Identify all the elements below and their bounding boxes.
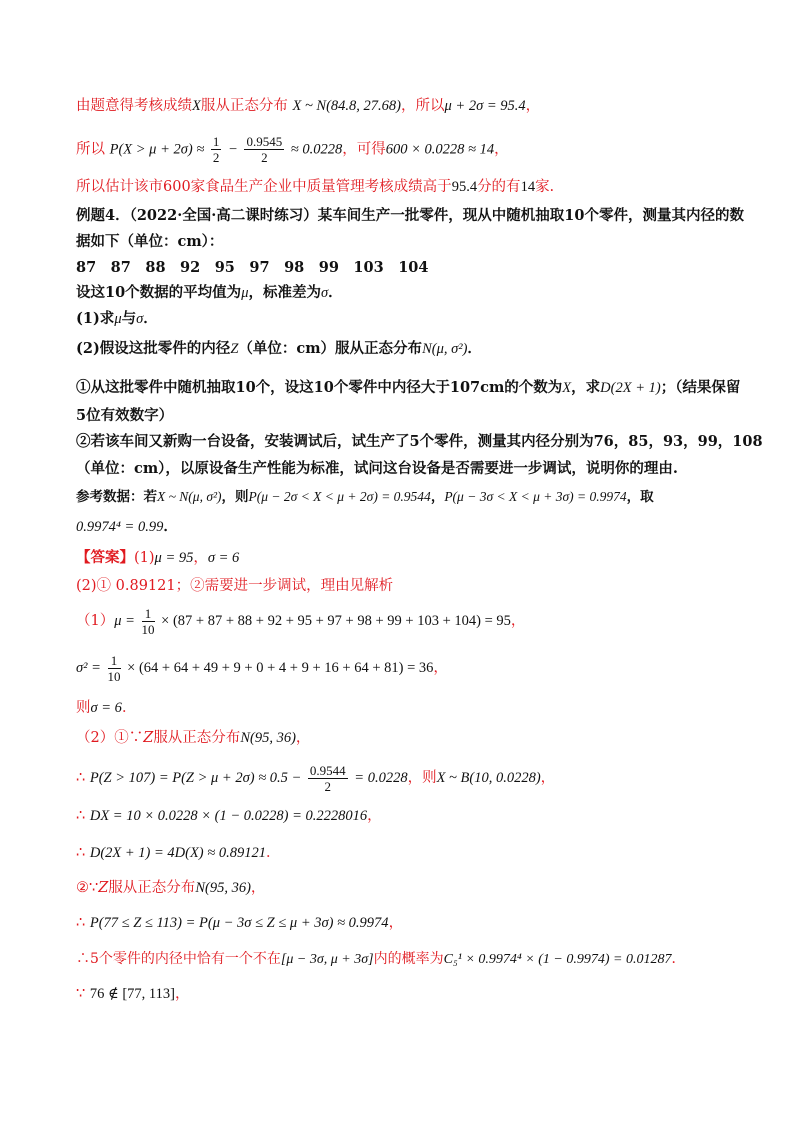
math: 600 × 0.0228 ≈ 14: [385, 141, 495, 158]
reference-data-cont: [76, 516, 726, 538]
math: C₅¹ × 0.9974⁴ × (1 − 0.9974) = 0.01287: [443, 952, 672, 967]
text: 分的有: [477, 179, 521, 195]
math: N(95, 36): [240, 730, 296, 746]
because-symbol: ∵: [76, 986, 86, 1002]
data-values-line: [76, 257, 726, 279]
math: μ + 2σ = 95.4: [444, 98, 526, 114]
math: P(μ − 2σ < X < μ + 2σ) = 0.9544: [248, 489, 431, 504]
math: σ: [320, 285, 329, 301]
math: P(77 ≤ Z ≤ 113) = P(μ − 3σ ≤ Z ≤ μ + 3σ) ≈ 0.9974: [89, 915, 389, 931]
question-line: [76, 231, 726, 253]
text: ．: [467, 340, 482, 357]
text: ，可得: [342, 141, 386, 158]
text: ，: [540, 770, 556, 786]
math: −: [228, 141, 238, 158]
math: P(Z > 107) = P(Z > μ + 2σ) ≈ 0.5 −: [89, 770, 302, 786]
fraction: [108, 653, 121, 684]
solution-line: [76, 697, 726, 719]
text: 所以: [76, 141, 105, 158]
solution-line: [76, 805, 726, 827]
text: ②∵: [76, 880, 99, 896]
text: ，则: [407, 770, 437, 786]
math: X ~ N(84.8, 27.68): [292, 98, 401, 114]
text: ，: [250, 880, 266, 896]
solution-line: [76, 983, 726, 1005]
text: （1）: [76, 613, 115, 629]
question-line: [76, 282, 726, 304]
math: N(95, 36): [195, 880, 251, 896]
text: （2）①∵: [76, 730, 144, 746]
text: (2)① 0.89121；②需要进一步调试，理由见解析: [76, 578, 394, 594]
text: 由题意得考核成绩: [76, 98, 192, 114]
text: ①从这批零件中随机抽取10个，设这10个零件中内径大于107cm的个数为: [76, 379, 563, 396]
therefore-symbol: ∴: [76, 808, 86, 824]
text: 设这10个数据的平均值为: [76, 284, 242, 301]
answer-tag: 【答案】: [76, 549, 134, 566]
text: ，: [430, 489, 445, 505]
example-title-line: [76, 205, 744, 227]
text: ，: [525, 98, 541, 114]
fraction: [142, 606, 155, 637]
text: ．: [121, 700, 137, 716]
math: [μ − 3σ, μ + 3σ]: [280, 952, 374, 967]
math: X: [562, 380, 572, 396]
text: (1)求: [76, 310, 115, 327]
text: ．: [265, 845, 281, 861]
math: σ² =: [76, 660, 101, 676]
text: 则: [76, 700, 91, 716]
solution-line: [76, 877, 726, 899]
math: N(μ, σ²): [422, 341, 468, 357]
math: P(X > μ + 2σ) ≈: [109, 141, 205, 158]
math: σ = 6: [207, 550, 240, 566]
text: 据如下（单位：cm）：: [76, 233, 224, 250]
math: 76 ∉ [77, 113]: [89, 986, 175, 1002]
text: 服从正态分布: [153, 730, 241, 746]
text: ，: [433, 660, 448, 676]
text: ，: [193, 550, 208, 566]
solution-sigma-line: [76, 652, 726, 684]
math: P(μ − 3σ < X < μ + 3σ) = 0.9974: [444, 489, 627, 504]
therefore-symbol: ∴: [76, 915, 86, 931]
therefore-symbol: ∴: [76, 845, 86, 861]
fraction: [211, 134, 222, 165]
math: Z: [143, 730, 154, 746]
text: ．: [163, 518, 178, 535]
text: 例题4．（2022·全国·高二课时练习）某车间生产一批零件，现从中随机抽取10个零件，测量其内径的数: [76, 207, 744, 224]
text: ，: [388, 915, 404, 931]
solution-line-1: [76, 95, 726, 117]
math: Z: [98, 880, 109, 896]
solution-line: [76, 842, 726, 864]
text: ②若该车间又新购一台设备，安装调试后，试生产了5个零件，测量其内径分别为76，85，93，99，108: [76, 433, 763, 450]
text: 5位有效数字）: [76, 407, 174, 424]
question-sub-1-cont: [76, 405, 726, 427]
math: σ = 6: [90, 700, 122, 716]
text: ∴5个零件的内径中恰有一个不在: [76, 951, 281, 967]
text: ，所以: [401, 98, 445, 114]
question-sub-2: [76, 431, 763, 453]
question-sub-1: [76, 377, 741, 399]
text: ，: [295, 730, 311, 746]
reference-data-line: [76, 486, 726, 508]
fraction: [244, 134, 284, 165]
fraction: [308, 763, 348, 794]
denominator: 10: [141, 621, 155, 637]
math: μ: [114, 311, 122, 327]
text: 家.: [535, 179, 555, 195]
text: ，取: [626, 489, 654, 505]
text: 内的概率为: [373, 951, 444, 967]
math: × (87 + 87 + 88 + 92 + 95 + 97 + 98 + 99 + 103 + 104) = 95: [161, 613, 511, 629]
text: ；（结果保留: [660, 379, 741, 396]
answer-line: [76, 547, 726, 569]
numerator: 0.9545: [246, 134, 283, 149]
question-sub-2-cont: [76, 458, 726, 480]
numerator: 1: [212, 134, 220, 149]
text: （单位：cm）服从正态分布: [238, 340, 423, 357]
math: μ = 95: [154, 550, 194, 566]
text: 与: [121, 310, 137, 327]
solution-line: [76, 727, 726, 749]
denominator: 2: [324, 778, 332, 794]
numerator: 1: [142, 606, 155, 622]
therefore-symbol: ∴: [76, 770, 86, 786]
answer-line-2: [76, 575, 726, 597]
text: ．: [328, 284, 343, 301]
text: 服从正态分布: [108, 880, 196, 896]
text: ，: [174, 986, 190, 1002]
denominator: 2: [261, 150, 268, 165]
math: X ~ B(10, 0.0228): [436, 770, 541, 786]
math: = 0.0228: [354, 770, 408, 786]
solution-line: [76, 912, 726, 934]
math: D(2X + 1) = 4D(X) ≈ 0.89121: [89, 845, 266, 861]
math: 95.4: [451, 179, 478, 195]
text: ．: [143, 310, 158, 327]
math: X: [192, 98, 201, 114]
solution-line-2: [76, 134, 726, 165]
math: 14: [520, 179, 536, 195]
denominator: 10: [107, 668, 121, 684]
numerator: 0.9544: [309, 762, 346, 778]
math: DX = 10 × 0.0228 × (1 − 0.0228) = 0.2228016: [89, 808, 368, 824]
text: ，: [367, 808, 382, 824]
text: (1): [134, 550, 155, 566]
text: 87 87 88 92 95 97 98 99 103 104: [76, 259, 429, 276]
math: Z: [230, 341, 239, 357]
question-part-1: [76, 308, 726, 330]
text: ，: [494, 141, 509, 158]
question-part-2: [76, 338, 726, 360]
math: 0.9974⁴ = 0.99: [76, 519, 164, 535]
solution-line-3: [76, 176, 726, 198]
text: 参考数据：若: [76, 489, 157, 505]
text: ，: [510, 613, 526, 629]
math: μ: [241, 285, 249, 301]
text: ，则: [221, 489, 249, 505]
text: ．: [671, 951, 686, 967]
math: X ~ N(μ, σ²): [157, 489, 222, 504]
math: σ: [136, 311, 144, 327]
math: D(2X + 1): [600, 380, 661, 396]
text: 所以估计该市600家食品生产企业中质量管理考核成绩高于: [76, 179, 452, 195]
solution-mu-line: [76, 605, 726, 637]
numerator: 1: [108, 653, 121, 669]
solution-line: [76, 948, 726, 971]
text: 服从正态分布: [200, 98, 288, 114]
text: ，求: [571, 379, 601, 396]
math: × (64 + 64 + 49 + 9 + 0 + 4 + 9 + 16 + 64 + 81) = 36: [127, 660, 434, 676]
text: （单位：cm），以原设备生产性能为标准，试问这台设备是否需要进一步调试，说明你的理由.: [76, 460, 678, 477]
text: (2)假设这批零件的内径: [76, 340, 231, 357]
solution-line: [76, 762, 726, 794]
text: ，标准差为: [248, 284, 321, 301]
math: μ =: [114, 613, 135, 629]
math: ≈ 0.0228: [290, 141, 343, 158]
denominator: 2: [212, 150, 220, 165]
